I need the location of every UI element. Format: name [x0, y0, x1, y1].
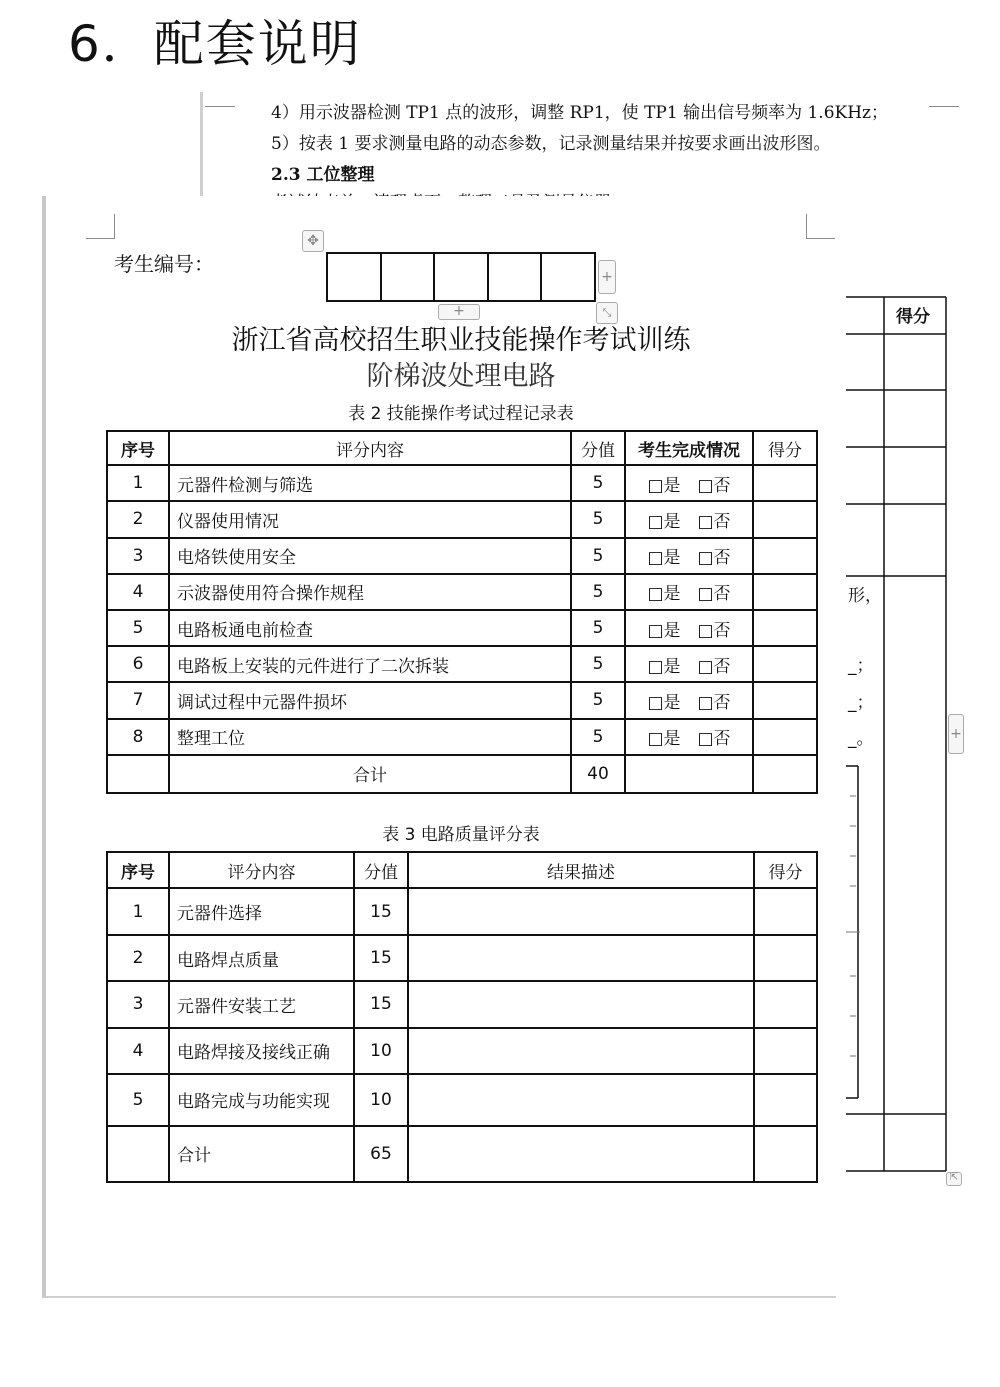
row-score: 5 [571, 465, 625, 501]
right-fragment: _； [848, 656, 874, 676]
row-content: 元器件检测与筛选 [169, 465, 571, 501]
row-number: 4 [107, 574, 169, 610]
table-row [107, 610, 817, 646]
right-score-header: 得分 [896, 307, 930, 327]
row-number: 8 [107, 719, 169, 755]
table-row [107, 465, 817, 501]
row-content: 电烙铁使用安全 [169, 538, 571, 574]
exam-id-label: 考生编号： [114, 252, 214, 276]
row-got[interactable] [753, 465, 817, 501]
row-content: 示波器使用符合操作规程 [169, 574, 571, 610]
row-score: 10 [354, 1074, 408, 1126]
row-score: 5 [571, 719, 625, 755]
row-got[interactable] [754, 935, 817, 981]
table-cell [754, 1126, 817, 1182]
row-content: 整理工位 [169, 719, 571, 755]
row-score: 5 [571, 538, 625, 574]
row-content: 电路板通电前检查 [169, 610, 571, 646]
table-header: 评分内容 [169, 852, 354, 888]
right-fragment: _； [848, 693, 874, 713]
exam-id-box[interactable] [381, 253, 435, 301]
row-score: 5 [571, 682, 625, 718]
row-status: □是 □否 [625, 682, 753, 718]
table-row [107, 888, 817, 935]
table-header: 得分 [754, 852, 817, 888]
row-status: □是 □否 [625, 610, 753, 646]
background-document [200, 92, 963, 196]
row-score: 5 [571, 574, 625, 610]
row-got[interactable] [753, 646, 817, 682]
row-got[interactable] [754, 1074, 817, 1126]
row-content: 元器件安装工艺 [169, 981, 354, 1027]
table-row [107, 538, 817, 574]
table-row [107, 501, 817, 537]
row-got[interactable] [753, 501, 817, 537]
table-header: 评分内容 [169, 431, 571, 465]
table-header: 序号 [107, 852, 169, 888]
table-row [107, 981, 817, 1027]
exam-id-boxes[interactable] [326, 252, 596, 302]
table-header: 考生完成情况 [625, 431, 753, 465]
table-row [107, 646, 817, 682]
table-header: 得分 [753, 431, 817, 465]
page-subtitle: 阶梯波处理电路 [366, 361, 556, 392]
row-status: □是 □否 [625, 574, 753, 610]
row-content: 电路完成与功能实现 [169, 1074, 354, 1126]
row-number: 5 [107, 610, 169, 646]
row-status: □是 □否 [625, 538, 753, 574]
result-description-cell[interactable] [408, 981, 754, 1027]
row-status: □是 □否 [625, 719, 753, 755]
row-score: 15 [354, 981, 408, 1027]
table-move-handle[interactable]: ✥ [302, 230, 324, 252]
row-number: 4 [107, 1028, 169, 1074]
table-header: 序号 [107, 431, 169, 465]
row-score: 15 [354, 888, 408, 935]
document-page [42, 196, 836, 1298]
row-got[interactable] [753, 682, 817, 718]
table-row [107, 935, 817, 981]
row-status: □是 □否 [625, 646, 753, 682]
table-header: 分值 [354, 852, 408, 888]
exam-id-box[interactable] [327, 253, 381, 301]
row-got[interactable] [754, 888, 817, 935]
page-corner-mark [806, 214, 835, 239]
result-description-cell[interactable] [408, 1074, 754, 1126]
row-number: 1 [107, 888, 169, 935]
page-corner-mark [929, 96, 959, 107]
total-score: 40 [571, 755, 625, 793]
row-content: 调试过程中元器件损坏 [169, 682, 571, 718]
row-score: 10 [354, 1028, 408, 1074]
table-cell [107, 1126, 169, 1182]
background-heading: 2.3 工位整理 [271, 165, 375, 185]
table-cell [107, 755, 169, 793]
row-number: 3 [107, 538, 169, 574]
right-fragment: _。 [848, 729, 874, 749]
row-content: 仪器使用情况 [169, 501, 571, 537]
result-description-cell[interactable] [408, 935, 754, 981]
table-row [107, 1074, 817, 1126]
row-score: 15 [354, 935, 408, 981]
add-row-handle[interactable]: + [438, 304, 480, 320]
row-score: 5 [571, 501, 625, 537]
page-corner-mark [86, 214, 115, 239]
row-number: 1 [107, 465, 169, 501]
row-number: 2 [107, 935, 169, 981]
row-status: □是 □否 [625, 501, 753, 537]
table-cell [753, 755, 817, 793]
process-record-table [106, 430, 818, 794]
table-header: 结果描述 [408, 852, 754, 888]
row-got[interactable] [753, 538, 817, 574]
table-resize-handle[interactable]: ⇱ [946, 1172, 962, 1186]
table2-caption: 表 2 技能操作考试过程记录表 [348, 404, 574, 424]
table-row [107, 574, 817, 610]
circuit-quality-table [106, 851, 818, 1183]
table-header: 分值 [571, 431, 625, 465]
row-content: 电路板上安装的元件进行了二次拆装 [169, 646, 571, 682]
exam-id-box[interactable] [541, 253, 595, 301]
result-description-cell[interactable] [408, 1028, 754, 1074]
row-content: 电路焊接及接线正确 [169, 1028, 354, 1074]
row-got[interactable] [754, 981, 817, 1027]
table-row [107, 682, 817, 718]
add-column-handle[interactable]: + [598, 260, 616, 294]
row-got[interactable] [754, 1028, 817, 1074]
table-cell [625, 755, 753, 793]
row-content: 电路焊点质量 [169, 935, 354, 981]
page-corner-mark [205, 96, 235, 107]
row-status: □是 □否 [625, 465, 753, 501]
right-document [846, 296, 948, 1172]
row-score: 5 [571, 646, 625, 682]
background-line: 5）按表 1 要求测量电路的动态参数，记录测量结果并按要求画出波形图。 [271, 134, 831, 154]
add-column-handle[interactable]: + [948, 714, 964, 754]
row-got[interactable] [753, 719, 817, 755]
table3-caption: 表 3 电路质量评分表 [382, 825, 540, 845]
row-number: 3 [107, 981, 169, 1027]
exam-id-box[interactable] [488, 253, 542, 301]
total-score: 65 [354, 1126, 408, 1182]
slide-title: 6．配套说明 [68, 15, 362, 73]
row-content: 元器件选择 [169, 888, 354, 935]
total-label: 合计 [169, 1126, 354, 1182]
exam-id-box[interactable] [434, 253, 488, 301]
right-fragment: 形， [848, 586, 882, 606]
row-number: 7 [107, 682, 169, 718]
table-cell [408, 1126, 754, 1182]
row-number: 6 [107, 646, 169, 682]
table-row [107, 1028, 817, 1074]
row-got[interactable] [753, 574, 817, 610]
total-label: 合计 [169, 755, 571, 793]
table-resize-handle[interactable]: ⤡ [596, 302, 618, 324]
background-line: 4）用示波器检测 TP1 点的波形，调整 RP1，使 TP1 输出信号频率为 1.6KHz； [271, 103, 888, 123]
page-title: 浙江省高校招生职业技能操作考试训练 [231, 325, 691, 356]
row-number: 2 [107, 501, 169, 537]
result-description-cell[interactable] [408, 888, 754, 935]
row-got[interactable] [753, 610, 817, 646]
row-number: 5 [107, 1074, 169, 1126]
table-row [107, 719, 817, 755]
row-score: 5 [571, 610, 625, 646]
